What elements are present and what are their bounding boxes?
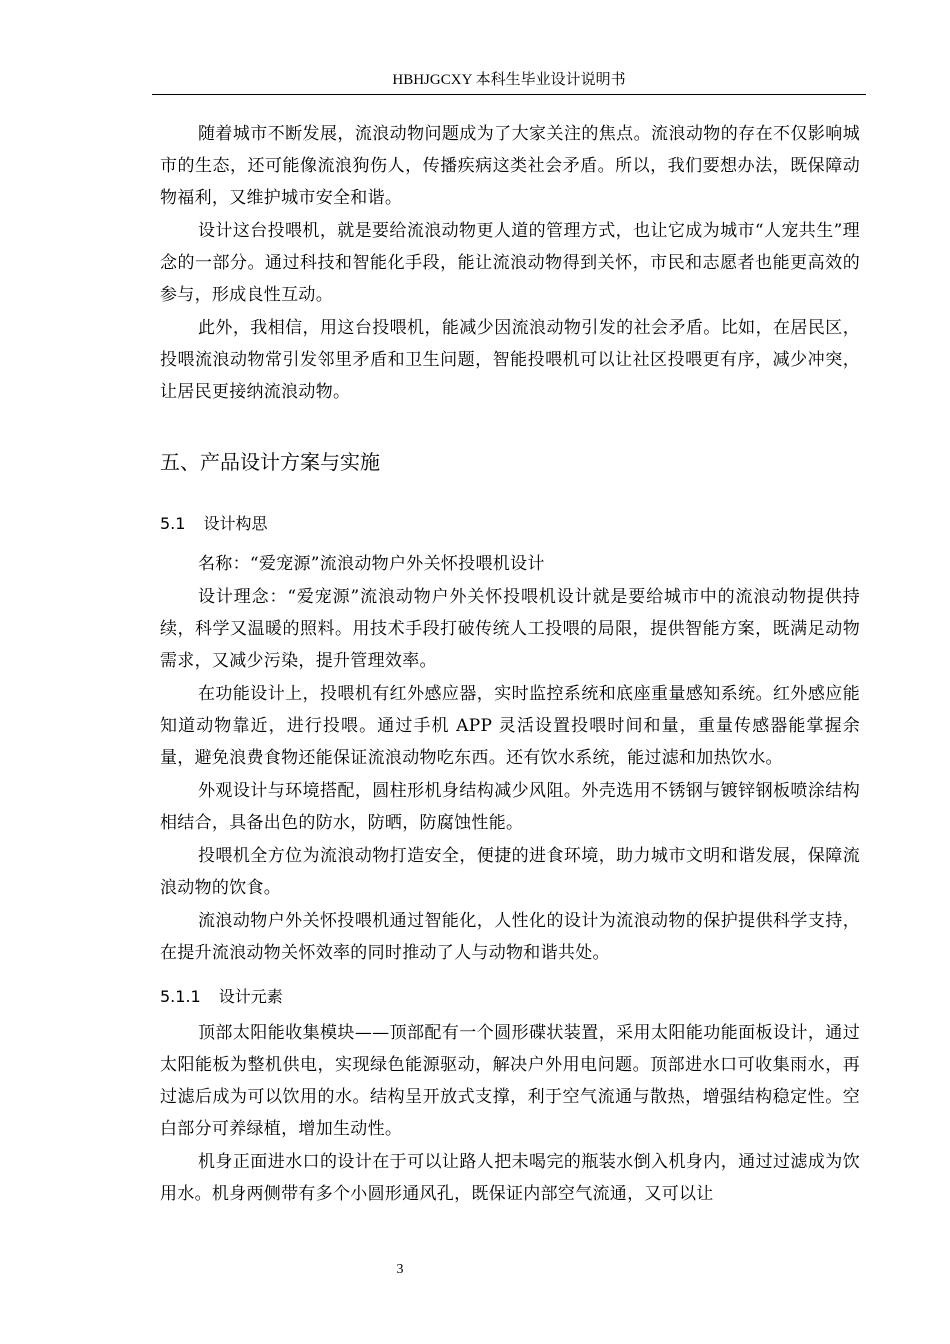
header-divider: [152, 94, 866, 95]
section-heading-5: 五、产品设计方案与实施: [160, 450, 380, 474]
paragraph: 随着城市不断发展，流浪动物问题成为了大家关注的焦点。流浪动物的存在不仅影响城市的生态，还可能像流浪狗伤人，传播疾病这类社会矛盾。所以，我们要想办法，既保障动物福利，又维护城市安全和谐。: [160, 124, 860, 208]
paragraph: 外观设计与环境搭配，圆柱形机身结构减少风阻。外壳选用不锈钢与镀锌钢板喷涂结构相结合，具备出色的防水，防晒，防腐蚀性能。: [160, 781, 860, 833]
page-header: HBHJGCXY 本科生毕业设计说明书: [392, 72, 626, 88]
paragraph: 此外，我相信，用这台投喂机，能减少因流浪动物引发的社会矛盾。比如，在居民区，投喂流浪动物常引发邻里矛盾和卫生问题，智能投喂机可以让社区投喂更有序，减少冲突，让居民更接纳流浪动物。: [160, 318, 860, 402]
paragraph: 流浪动物户外关怀投喂机通过智能化，人性化的设计为流浪动物的保护提供科学支持，在提升流浪动物关怀效率的同时推动了人与动物和谐共处。: [160, 911, 860, 963]
subsection-heading-5-1-1: [160, 981, 860, 1013]
subsection-heading-5-1: [160, 508, 860, 540]
paragraph: 顶部太阳能收集模块——顶部配有一个圆形碟状装置，采用太阳能功能面板设计，通过太阳能板为整机供电，实现绿色能源驱动，解决户外用电问题。顶部进水口可收集雨水，再过滤后成为可以饮用的水。结构呈开放式支撑，利于空气流通与散热，增强结构稳定性。空白部分可养绿植，增加生动性。: [160, 1023, 860, 1139]
paragraph: 设计这台投喂机，就是要给流浪动物更人道的管理方式，也让它成为城市“人宠共生”理念的一部分。通过科技和智能化手段，能让流浪动物得到关怀，市民和志愿者也能更高效的参与，形成良性互动。: [160, 221, 860, 305]
subsection-title: 设计元素: [218, 987, 283, 1006]
subsection-number: 5.1.1: [160, 987, 201, 1006]
subsection-title: 设计构思: [203, 514, 268, 533]
subsection-number: 5.1: [160, 514, 186, 533]
paragraph: 在功能设计上，投喂机有红外感应器，实时监控系统和底座重量感知系统。红外感应能知道动物靠近，进行投喂。通过手机 APP 灵活设置投喂时间和量，重量传感器能掌握余量，避免浪费食物还能保证流浪动物吃东西。还有饮水系统，能过滤和加热饮水。: [160, 684, 860, 768]
paragraph: 名称：“爱宠源”流浪动物户外关怀投喂机设计: [198, 554, 545, 574]
page-number: 3: [396, 1262, 404, 1277]
paragraph: 设计理念：“爱宠源”流浪动物户外关怀投喂机设计就是要给城市中的流浪动物提供持续，科学又温暖的照料。用技术手段打破传统人工投喂的局限，提供智能方案，既满足动物需求，又减少污染，提升管理效率。: [160, 587, 860, 671]
paragraph: 机身正面进水口的设计在于可以让路人把未喝完的瓶装水倒入机身内，通过过滤成为饮用水。机身两侧带有多个小圆形通风孔，既保证内部空气流通，又可以让: [160, 1152, 860, 1204]
paragraph: 投喂机全方位为流浪动物打造安全，便捷的进食环境，助力城市文明和谐发展，保障流浪动物的饮食。: [160, 846, 860, 898]
document-body: [160, 118, 860, 1211]
